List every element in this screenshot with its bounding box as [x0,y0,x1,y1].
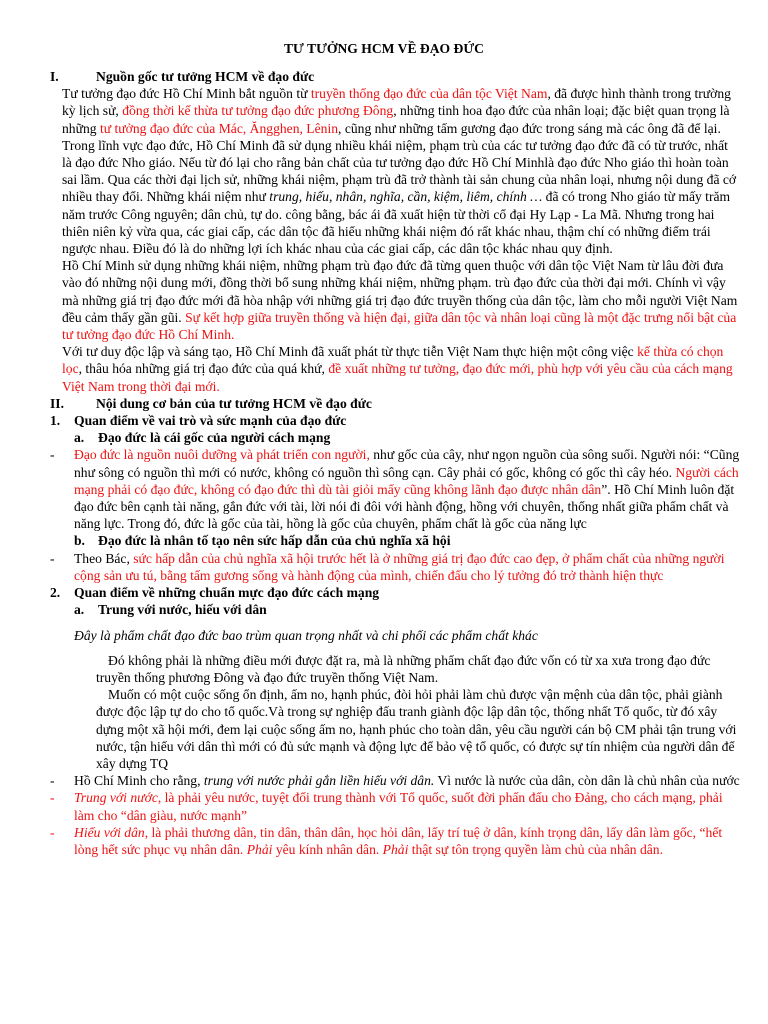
subsubsection-title: Trung với nước, hiếu với dân [98,602,267,618]
text-run: truyền thống đạo đức của dân tộc Việt Nam [310,86,548,102]
text-run: , thâu hóa những giá trị đạo đức của quá khứ, [78,361,329,377]
text-run: ”. Hồ Chí Minh luôn đặt đạo đức bên cạnh tài năng, gắn đức với tài, lời nói đi đôi với hành động, hồng với chuyên, thống nhất giữa phẩm chất và năng lực. Trong đó, đức là gốc của tài, hồng là gốc của chuyên, phẩm chất là gốc của năng lực [74,481,735,532]
bullet-dash: - [50,790,55,806]
subsubsection-letter: b. [74,533,85,549]
indented-block [50,652,740,772]
bullet-text [74,446,740,532]
text-run: , đã được hình thành trong trường kỳ lịch sử, [62,86,731,119]
bullet-text [74,824,740,858]
subsection-number: 1. [50,413,61,429]
text-run: Theo Bác, [74,550,134,566]
text-run: Người cách mạng phải có đạo đức, không có đạo đức thì dù tài giỏi mấy cũng không lãnh đạo được nhân dân [74,464,739,497]
subsection-heading-2-2 [50,584,740,601]
bullet-dash: - [50,824,55,840]
bullet-text [74,789,740,823]
text-run: kế thừa có chọn lọc [62,344,724,377]
bullet-item [50,789,740,823]
paragraph-origin-2 [50,137,740,257]
section-heading-2 [50,395,740,412]
text-run: Phải [382,841,409,857]
text-run: , là phải thương dân, tin dân, thân dân, học hỏi dân, lấy trí tuệ ở dân, kính trọng dân, lấy dân làm gốc, “hết lòng hết sức phục vụ nhân dân. [74,824,723,857]
text-run: Tư tưởng đạo đức Hồ Chí Minh bắt nguồn từ [62,86,311,102]
subsubsection-letter: a. [74,430,85,446]
bullet-item [50,824,740,858]
text-run: sức hấp dẫn của chủ nghĩa xã hội trước hết là ở những giá trị đạo đức cao đẹp, ở phẩm chất của những người cộng sản ưu tú, bằng tấm gương sống và hành động của mình, chiến đấu cho lý tưởng đó trở thành hiện thực [74,550,725,583]
text-run: Trong lĩnh vực đạo đức, Hồ Chí Minh đã sử dụng nhiều khái niệm, phạm trù của các tư tưởng đạo đức đã có từ trước, nhất là đạo đức Nho giáo. Nếu từ đó lại cho rằng bản chất của tư tưởng đạo đức Hồ Chí Minhlà đạo đức Nho giáo thì hoàn toàn sai lầm. Qua các thời đại lịch sử, những khái niệm, phạm trù đã trở thành tài sản chung của nhân loại, nhưng nội dung đã cớ nhiều thay đổi. Những khái niệm như [62,137,737,205]
text-run: Trung với nước [74,790,158,806]
text-run: trung với nước phải gắn liền hiếu với dân. [203,773,435,789]
section-heading-1 [50,68,740,85]
section-number: II. [50,395,64,411]
section-title: Nguồn gốc tư tưởng HCM về đạo đức [96,69,315,84]
text-run: đề xuất những tư tưởng, đạo đức mới, phù hợp với yêu cầu của cách mạng Việt Nam trong thời đại mới. [62,361,733,394]
paragraph-origin-3 [50,257,740,343]
document-body [50,68,740,858]
bullet-text [74,772,740,789]
text-run: yêu kính nhân dân. [272,841,383,857]
document-title: TƯ TƯỞNG HCM VỀ ĐẠO ĐỨC [283,41,484,56]
subsection-heading-2-1 [50,412,740,429]
text-run: đồng thời kế thừa tư tưởng đạo đức phương Đông [122,103,394,119]
indented-paragraph-2: Muốn có một cuộc sống ổn định, ấm no, hạnh phúc, đòi hỏi phải làm chủ được vận mệnh của dân tộc, phải giành được độc lập tự do cho tổ quốc.Và trong sự nghiệp đấu tranh giành độc lập dân tộc, thống nhất Tổ quốc, từ đó xây dựng một xã hội mới, đem lại cuộc sống ấm no, hạnh phúc cho toàn dân, yêu cầu người cán bộ CM phải tận trung với nước, tận hiếu với dân thì mới có đủ sức mạnh và động lực để bảo vệ tổ quốc, có được sự tín nhiệm của người dân để xây dựng TQ [96,687,737,771]
paragraph-origin-4 [50,343,740,395]
text-run: trung, hiếu, nhân, nghĩa, cần, kiệm, liêm, chính … [269,189,543,205]
text-run: tư tưởng đạo đức của Mác, Ăngghen, Lênin [99,120,339,136]
subsubsection-heading-2-2-a [50,601,740,618]
text-run: Đạo đức là nguồn nuôi dưỡng và phát triển con người, [74,447,370,463]
text-run: , cũng như những tấm gương đạo đức trong sáng mà các ông đã để lại. [338,120,721,136]
text-run: Vì nước là nước của dân, còn dân là chủ nhân của nước [434,773,740,789]
subsection-title: Quan điểm về những chuẩn mực đạo đức cách mạng [74,585,380,601]
text-run: Sự kết hợp giữa truyền thống và hiện đại, giữa dân tộc và nhân loại cũng là một đặc trưng nổi bật của tư tưởng đạo đức Hồ Chí Minh. [62,309,737,343]
subsubsection-title: Đạo đức là nhân tố tạo nên sức hấp dẫn của chủ nghĩa xã hội [98,533,451,549]
bullet-item [50,550,740,584]
paragraph-origin-1 [50,85,740,137]
text-run: Hồ Chí Minh cho rằng, [74,773,204,789]
bullet-item [50,772,740,789]
subsubsection-letter: a. [74,602,85,618]
bullet-item [50,446,740,532]
bullet-dash: - [50,773,55,789]
section-number: I. [50,69,59,84]
text-run: , những tinh hoa đạo đức của nhân loại; đặc biệt quan trọng là những [62,103,730,136]
text-run: Hồ Chí Minh sử dụng những khái niệm, những phạm trù đạo đức đã từng quen thuộc với dân tộc Việt Nam từ lâu đời đưa vào đó những nội dung mới, đồng thời bổ sung những khái niệm, những phạm. trù đạo đức của thời đại mới. Chính vì vậy mà những giá trị đạo đức mới đã hòa nhập với những giá trị đạo đức truyền thống của dân tộc, làm cho mỗi người Việt Nam đều cảm thấy gần gũi. [62,258,738,325]
bullet-dash: - [50,550,55,566]
text-run: Hiếu với dân [74,824,145,840]
text-run: đã có trong Nho giáo từ mấy trăm năm trước Công nguyên; dân chủ, tự do. công bằng, bác ái đã xuất hiện từ thời cổ đại Hy Lạp - La Mã. Nhưng trong hai thiên niên kỷ vừa qua, các giai cấp, các dân tộc đã hiểu những khái niệm đó rất khác nhau, thậm chí có những điểm trái ngược nhau. Điều đó là do những lợi ích khác nhau của các giai cấp, các dân tộc khác nhau quy định. [62,189,731,257]
subsubsection-heading-2-1-a [50,429,740,446]
text-run: thật sự tôn trọng quyền làm chủ của nhân dân. [408,841,663,857]
text-run: Với tư duy độc lập và sáng tạo, Hồ Chí Minh đã xuất phát từ thực tiễn Việt Nam thực hiện một công việc [62,344,638,360]
section-title: Nội dung cơ bản của tư tưởng HCM về đạo đức [96,395,372,411]
indented-paragraph-1: Đó không phải là những điều mới được đặt ra, mà là những phẩm chất đạo đức vốn có từ xa xưa trong đạo đức truyền thống phương Đông và đạo đức truyền thống Việt Nam. [96,652,711,685]
subsubsection-title: Đạo đức là cái gốc của người cách mạng [98,430,331,446]
bullet-text [74,550,740,584]
italic-summary-line: Đây là phẩm chất đạo đức bao trùm quan trọng nhất và chi phối các phẩm chất khác [74,627,538,643]
text-run: như gốc của cây, như ngọn nguồn của sông suối. Người nói: “Cũng như sông có nguồn thì mới có nước, không có nguồn thì sông cạn. Cây phải có gốc, không có gốc thì cây héo. [74,447,740,480]
subsubsection-heading-2-1-b [50,532,740,549]
subsection-title: Quan điểm về vai trò và sức mạnh của đạo đức [74,413,347,429]
subsection-number: 2. [50,585,61,601]
text-run: , là phải yêu nước, tuyệt đối trung thành với Tổ quốc, suốt đời phấn đấu cho Đảng, cho cách mạng, phải làm cho “dân giàu, nước mạnh” [74,790,723,823]
text-run: Phải [246,841,273,857]
bullet-dash: - [50,447,55,463]
